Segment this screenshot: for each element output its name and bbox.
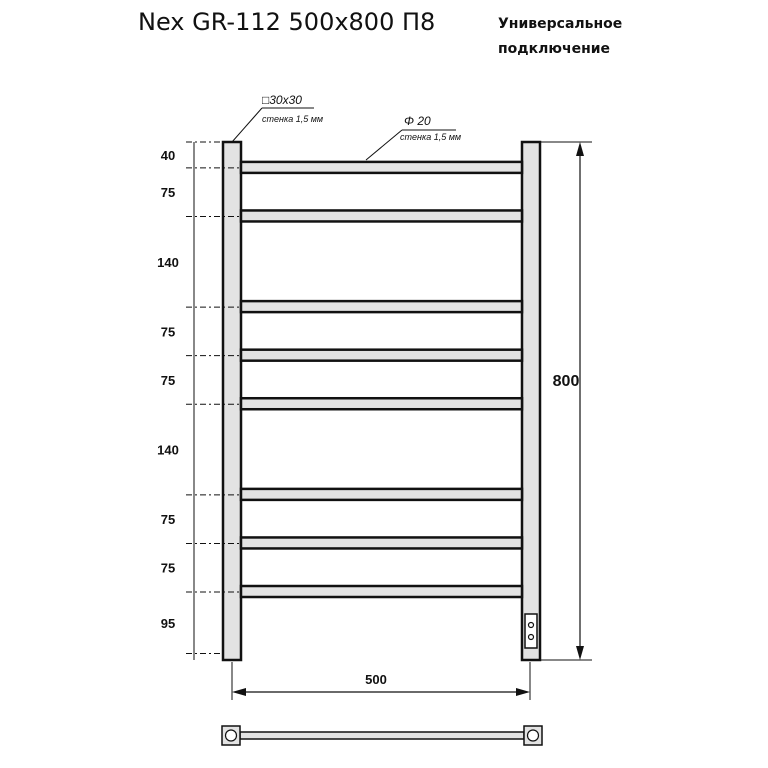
arrow-down-icon	[576, 646, 584, 660]
pipe-section-icon	[528, 730, 539, 741]
spacing-label: 75	[160, 185, 176, 201]
horizontal-bar	[241, 537, 522, 548]
pipe-section-icon	[226, 730, 237, 741]
horizontal-bars	[241, 162, 522, 597]
spacing-label: 75	[160, 372, 176, 388]
horizontal-bar	[241, 398, 522, 409]
spacing-label: 75	[160, 560, 176, 576]
horizontal-bar	[241, 350, 522, 361]
bar-profile-wall: стенка 1,5 мм	[400, 132, 462, 142]
arrow-right-icon	[516, 688, 530, 696]
page-title: Nex GR-112 500x800 П8	[138, 8, 436, 36]
height-dimension-label: 800	[552, 373, 580, 390]
top-view-bar	[240, 732, 524, 739]
spacing-label: 40	[160, 147, 176, 163]
post-profile-wall: стенка 1,5 мм	[262, 114, 324, 124]
spacing-label: 75	[160, 512, 176, 528]
top-view	[222, 726, 542, 745]
connection-block	[525, 614, 537, 648]
horizontal-bar	[241, 162, 522, 173]
horizontal-bar	[241, 210, 522, 221]
post-profile-leader	[232, 108, 262, 142]
spacing-label: 75	[160, 324, 176, 340]
spacing-label: 140	[157, 442, 179, 458]
left-dimension-labels	[157, 148, 179, 631]
horizontal-bar	[241, 301, 522, 312]
left-vertical-post	[223, 142, 241, 660]
arrow-up-icon	[576, 142, 584, 156]
horizontal-bar	[241, 489, 522, 500]
width-dimension-label: 500	[365, 672, 387, 687]
arrow-left-icon	[232, 688, 246, 696]
spacing-label: 95	[160, 615, 176, 631]
connection-type-line-2: подключение	[498, 41, 611, 57]
bar-profile-size: Φ 20	[404, 114, 431, 128]
connection-type-line-1: Универсальное	[498, 16, 623, 32]
horizontal-bar	[241, 586, 522, 597]
post-profile-size: □30x30	[262, 93, 302, 107]
right-vertical-post	[522, 142, 540, 660]
spacing-label: 140	[157, 254, 179, 270]
bar-profile-leader	[366, 130, 402, 160]
